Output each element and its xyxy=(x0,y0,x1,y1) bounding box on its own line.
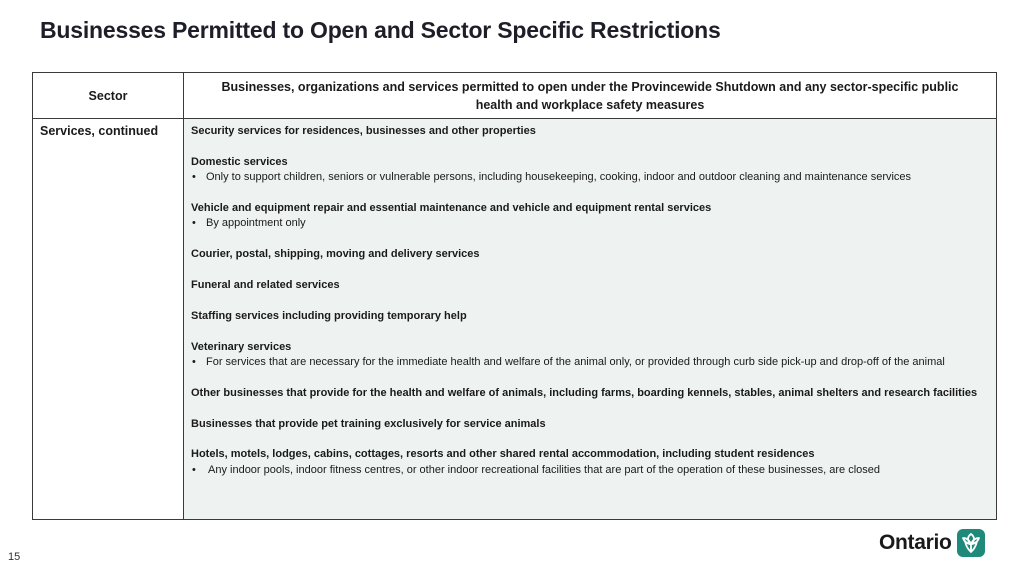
header-description: Businesses, organizations and services permitted to open under the Provincewide Shutdown and any sector-specific public health and workplace safety measures xyxy=(221,79,959,112)
entry-title: Other businesses that provide for the health and welfare of animals, including farms, boarding kennels, stables, animal shelters and research facilities xyxy=(191,386,978,399)
page-number: 15 xyxy=(8,551,21,563)
entry-hotels xyxy=(191,447,988,478)
entry-title: Courier, postal, shipping, moving and delivery services xyxy=(191,248,480,261)
entry-domestic xyxy=(191,155,988,186)
entry-title: Veterinary services xyxy=(191,340,292,353)
entry-title: Hotels, motels, lodges, cabins, cottages, resorts and other shared rental accommodation, including student residences xyxy=(191,448,815,461)
entry-staffing xyxy=(191,309,988,324)
entry-title: Staffing services including providing temporary help xyxy=(191,309,467,322)
header-sector: Sector xyxy=(88,88,128,103)
entry-title: Businesses that provide pet training exclusively for service animals xyxy=(191,417,546,430)
description-cell xyxy=(184,119,996,519)
restrictions-table xyxy=(32,72,997,520)
sector-cell: Services, continued xyxy=(33,119,183,519)
ontario-logo xyxy=(879,528,986,558)
entry-courier xyxy=(191,247,988,262)
entry-animal-welfare xyxy=(191,386,988,401)
entry-pet-training xyxy=(191,417,988,432)
trillium-icon xyxy=(956,528,986,558)
entry-bullet: • For services that are necessary for the immediate health and welfare of the animal only, or provided through curb side pick-up and drop-off of the animal xyxy=(191,355,988,370)
entry-title: Domestic services xyxy=(191,155,288,168)
logo-wordmark: Ontario xyxy=(879,531,952,554)
entry-bullet: • Any indoor pools, indoor fitness centres, or other indoor recreational facilities that are part of the operation of these businesses, are closed xyxy=(191,463,988,478)
page-title: Businesses Permitted to Open and Sector Specific Restrictions xyxy=(40,17,721,43)
entry-funeral xyxy=(191,278,988,293)
entry-bullet: • By appointment only xyxy=(191,216,988,231)
entry-vehicle xyxy=(191,201,988,232)
entry-security xyxy=(191,124,988,139)
entry-title: Funeral and related services xyxy=(191,279,340,291)
entry-veterinary xyxy=(191,340,988,371)
entry-title: Vehicle and equipment repair and essential maintenance and vehicle and equipment rental services xyxy=(191,202,712,214)
entry-bullet: • Only to support children, seniors or vulnerable persons, including housekeeping, cooking, indoor and outdoor cleaning and maintenance services xyxy=(191,170,988,185)
entry-title: Security services for residences, businesses and other properties xyxy=(191,125,536,137)
